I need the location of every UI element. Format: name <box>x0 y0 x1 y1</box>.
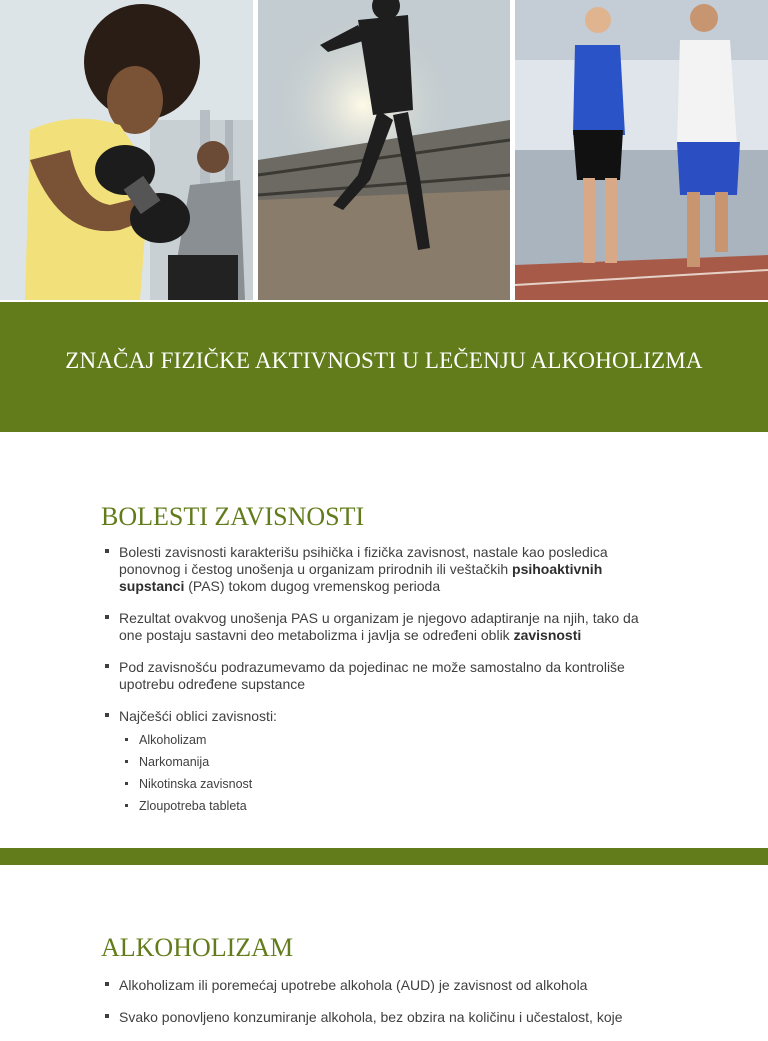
sub-bullet-item: Nikotinska zavisnost <box>119 776 664 792</box>
presentation-title: ZNAČAJ FIZIČKE AKTIVNOSTI U LEČENJU ALKOHOLIZMA <box>65 348 703 373</box>
slide-heading: ALKOHOLIZAM <box>101 933 294 962</box>
sub-bullet-item: Narkomanija <box>119 754 664 770</box>
sub-bullet-item: Alkoholizam <box>119 732 664 748</box>
bullet-item <box>104 544 664 595</box>
weightlifting-photo <box>0 0 253 300</box>
track-runners-photo <box>515 0 768 300</box>
bullet-text: (PAS) tokom dugog vremenskog perioda <box>184 578 441 594</box>
bullet-item: Svako ponovljeno konzumiranje alkohola, bez obzira na količinu i učestalost, koje <box>104 1009 684 1026</box>
bullet-bold-term: psihoaktivnih supstanci <box>119 561 603 594</box>
slide-bolesti-zavisnosti <box>0 432 768 848</box>
bullet-bold-term: zavisnosti <box>513 627 582 643</box>
slide-alkoholizam <box>0 865 768 1024</box>
bullet-list <box>104 544 664 829</box>
bullet-item <box>104 610 664 644</box>
bullet-text: Najčešći oblici zavisnosti: <box>119 708 277 724</box>
slide-divider <box>0 848 768 865</box>
bullet-list <box>104 977 684 1041</box>
photo-strip <box>0 0 768 300</box>
bullet-text: Bolesti zavisnosti karakterišu psihička i fizička zavisnost, nastale kao posledica ponovnog i čestog unošenja u organizam prirodnih ili veštačkih <box>119 544 608 577</box>
bullet-text: Rezultat ovakvog unošenja PAS u organizam je njegovo adaptiranje na njih, tako da one postaju sastavni deo metabolizma i javlja se određeni oblik <box>119 610 639 643</box>
sub-bullet-list <box>119 732 664 814</box>
runner-silhouette-photo <box>258 0 510 300</box>
slide-heading: BOLESTI ZAVISNOSTI <box>101 502 365 531</box>
bullet-item: Alkoholizam ili poremećaj upotrebe alkohola (AUD) je zavisnost od alkohola <box>104 977 684 994</box>
title-band <box>0 302 768 432</box>
sub-bullet-item: Zloupotreba tableta <box>119 798 664 814</box>
bullet-item <box>104 708 664 814</box>
bullet-item: Pod zavisnošću podrazumevamo da pojedinac ne može samostalno da kontroliše upotrebu određene supstance <box>104 659 664 693</box>
